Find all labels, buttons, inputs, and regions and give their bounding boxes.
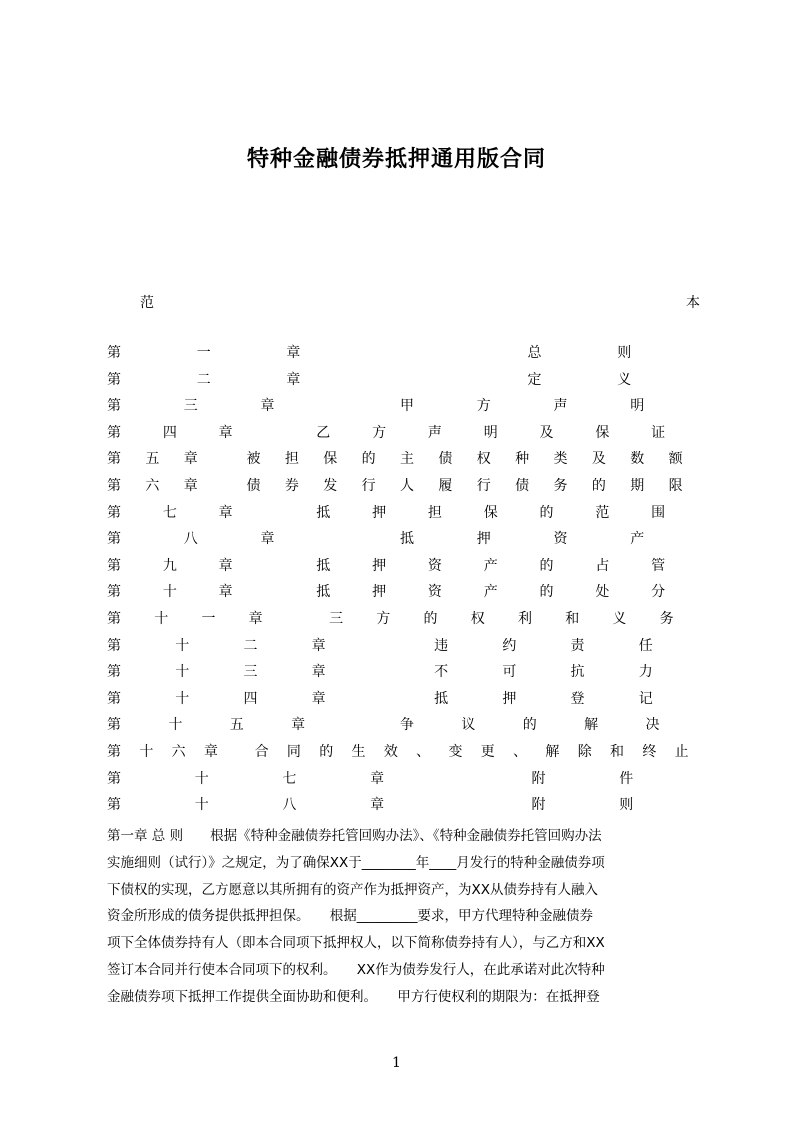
toc-char: 总 bbox=[527, 345, 542, 361]
body-line: 金融债券项下抵押工作提供全面协助和便利。 甲方行使权利的期限为：在抵押登 bbox=[107, 988, 600, 1005]
toc-char: 押 bbox=[372, 584, 387, 601]
toc-char: 担 bbox=[284, 451, 299, 468]
toc-char: 十 bbox=[139, 743, 154, 760]
toc-char: 声 bbox=[427, 424, 442, 441]
toc-char: 第 bbox=[107, 770, 121, 787]
toc-char: 止 bbox=[674, 743, 689, 760]
body-line: 实施细则（试行）》之规定，为了确保XX于________年____月发行的特种金融债券项 bbox=[107, 854, 605, 871]
toc-char: 第 bbox=[107, 797, 121, 814]
toc-char: 及 bbox=[539, 424, 554, 441]
toc-char: 五 bbox=[229, 717, 244, 734]
toc-char: 七 bbox=[282, 770, 297, 787]
toc-char: 行 bbox=[476, 477, 491, 494]
toc-char: 方 bbox=[476, 398, 491, 415]
toc-entry-ch6 bbox=[107, 476, 707, 503]
toc-char: 限 bbox=[668, 477, 683, 494]
toc-char: 第 bbox=[107, 717, 121, 734]
toc-char: 的 bbox=[539, 584, 554, 601]
toc-entry-ch1 bbox=[107, 343, 707, 370]
toc-char: 章 bbox=[370, 770, 385, 787]
toc-char: 第 bbox=[107, 664, 121, 681]
toc-char: 第 bbox=[107, 345, 121, 361]
toc-char: 押 bbox=[502, 690, 517, 707]
toc-char: 方 bbox=[376, 610, 391, 627]
toc-char: 章 bbox=[183, 451, 198, 468]
toc-entry-ch18 bbox=[107, 795, 707, 822]
table-of-contents bbox=[107, 343, 707, 822]
toc-char: 章 bbox=[286, 371, 301, 388]
toc-char: 数 bbox=[630, 451, 645, 468]
toc-char: 第 bbox=[107, 557, 121, 574]
toc-char: 十 bbox=[162, 584, 177, 601]
toc-char: 十 bbox=[168, 717, 183, 734]
toc-entry-ch11 bbox=[107, 609, 707, 636]
toc-char: 义 bbox=[612, 610, 627, 627]
toc-entry-ch2 bbox=[107, 370, 707, 397]
toc-char: 四 bbox=[243, 690, 258, 707]
toc-char: 效 bbox=[383, 743, 398, 760]
toc-char: 章 bbox=[286, 345, 301, 361]
toc-char: 债 bbox=[515, 477, 530, 494]
toc-char: 违 bbox=[434, 637, 449, 654]
toc-char: 、 bbox=[513, 743, 528, 760]
toc-char: 三 bbox=[243, 664, 258, 681]
toc-char: 附 bbox=[531, 797, 546, 814]
toc-char: 券 bbox=[284, 477, 299, 494]
toc-char: 、 bbox=[416, 743, 431, 760]
toc-char: 解 bbox=[584, 717, 599, 734]
toc-char: 债 bbox=[246, 477, 261, 494]
body-line: 项下全体债券持有人（即本合同项下抵押权人，以下简称债券持有人），与乙方和XX bbox=[107, 935, 605, 952]
toc-char: 约 bbox=[502, 637, 517, 654]
toc-char: 第 bbox=[107, 690, 121, 707]
toc-char: 第 bbox=[107, 637, 121, 654]
toc-char: 六 bbox=[171, 743, 186, 760]
toc-char: 件 bbox=[619, 770, 634, 787]
toc-entry-ch15 bbox=[107, 715, 707, 742]
toc-char: 第 bbox=[107, 531, 121, 548]
toc-char: 的 bbox=[319, 743, 334, 760]
toc-char: 合 bbox=[254, 743, 269, 760]
toc-char: 章 bbox=[260, 531, 275, 548]
toc-char: 七 bbox=[162, 504, 177, 521]
toc-char: 及 bbox=[591, 451, 606, 468]
toc-char: 的 bbox=[591, 477, 606, 494]
toc-char: 人 bbox=[400, 477, 414, 494]
toc-char: 分 bbox=[651, 584, 666, 601]
toc-char: 九 bbox=[162, 557, 177, 574]
toc-char: 的 bbox=[361, 451, 376, 468]
toc-char: 保 bbox=[595, 424, 610, 441]
toc-char: 额 bbox=[668, 451, 683, 468]
fanben-right-char: 本 bbox=[686, 295, 700, 311]
toc-char: 担 bbox=[427, 504, 442, 521]
toc-entry-ch4 bbox=[107, 423, 707, 450]
body-line: 资金所形成的债务提供抵押担保。 根据_________要求，甲方代理特种金融债券 bbox=[107, 908, 593, 925]
toc-char: 除 bbox=[577, 743, 592, 760]
body-line: 下债权的实现，乙方愿意以其所拥有的资产作为抵押资产，为XX从债券持有人融入 bbox=[107, 881, 598, 898]
toc-char: 声 bbox=[553, 398, 568, 415]
toc-char: 三 bbox=[329, 610, 344, 627]
toc-char: 决 bbox=[645, 717, 660, 734]
toc-char: 议 bbox=[461, 717, 476, 734]
body-line: 第一章 总 则 根据《特种金融债券托管回购办法》、《特种金融债券托管回购办法 bbox=[107, 828, 602, 844]
toc-entry-ch12 bbox=[107, 636, 707, 663]
toc-char: 章 bbox=[291, 717, 306, 734]
toc-char: 附 bbox=[531, 770, 546, 787]
toc-entry-ch9 bbox=[107, 556, 707, 583]
toc-char: 第 bbox=[107, 424, 121, 441]
page-number: 1 bbox=[392, 1055, 401, 1071]
toc-entry-ch7 bbox=[107, 503, 707, 530]
toc-char: 处 bbox=[595, 584, 610, 601]
toc-char: 第 bbox=[107, 398, 121, 415]
toc-char: 抵 bbox=[316, 557, 331, 574]
toc-entry-ch13 bbox=[107, 662, 707, 689]
toc-char: 务 bbox=[553, 477, 568, 494]
toc-char: 和 bbox=[565, 610, 580, 627]
toc-char: 主 bbox=[400, 451, 414, 468]
toc-char: 十 bbox=[194, 797, 209, 814]
toc-char: 权 bbox=[470, 610, 485, 627]
toc-char: 章 bbox=[370, 797, 385, 814]
toc-char: 种 bbox=[515, 451, 530, 468]
toc-char: 保 bbox=[483, 504, 498, 521]
toc-char: 第 bbox=[107, 504, 121, 521]
toc-char: 义 bbox=[617, 371, 632, 388]
toc-entry-ch16 bbox=[107, 742, 707, 769]
toc-char: 力 bbox=[638, 664, 653, 681]
toc-char: 务 bbox=[659, 610, 674, 627]
toc-char: 二 bbox=[196, 371, 211, 388]
toc-char: 十 bbox=[154, 610, 169, 627]
toc-char: 抵 bbox=[316, 504, 331, 521]
toc-char: 八 bbox=[282, 797, 297, 814]
toc-char: 行 bbox=[361, 477, 376, 494]
toc-char: 章 bbox=[260, 398, 275, 415]
toc-char: 终 bbox=[642, 743, 657, 760]
toc-char: 二 bbox=[243, 637, 258, 654]
document-title: 特种金融债券抵押通用版合同 bbox=[246, 147, 546, 172]
toc-char: 八 bbox=[183, 531, 198, 548]
toc-char: 抵 bbox=[316, 584, 331, 601]
toc-char: 押 bbox=[476, 531, 491, 548]
toc-char: 乙 bbox=[316, 424, 331, 441]
toc-char: 管 bbox=[651, 557, 666, 574]
toc-char: 证 bbox=[651, 424, 666, 441]
toc-entry-ch10 bbox=[107, 582, 707, 609]
toc-char: 四 bbox=[162, 424, 177, 441]
toc-char: 第 bbox=[107, 743, 121, 760]
toc-char: 定 bbox=[527, 371, 542, 388]
toc-char: 可 bbox=[502, 664, 517, 681]
toc-char: 明 bbox=[483, 424, 498, 441]
toc-char: 押 bbox=[372, 557, 387, 574]
toc-char: 任 bbox=[638, 637, 653, 654]
toc-char: 一 bbox=[196, 345, 211, 361]
toc-char: 的 bbox=[423, 610, 438, 627]
toc-char: 五 bbox=[145, 451, 160, 468]
toc-char: 第 bbox=[107, 610, 121, 627]
toc-char: 类 bbox=[553, 451, 568, 468]
toc-char: 甲 bbox=[400, 398, 414, 415]
toc-char: 更 bbox=[480, 743, 495, 760]
toc-char: 围 bbox=[651, 504, 666, 521]
toc-char: 则 bbox=[619, 797, 634, 814]
toc-char: 章 bbox=[218, 424, 233, 441]
toc-char: 责 bbox=[570, 637, 585, 654]
toc-char: 产 bbox=[630, 531, 645, 548]
toc-entry-ch5 bbox=[107, 449, 707, 476]
toc-char: 章 bbox=[311, 664, 326, 681]
body-line: 签订本合同并行使本合同项下的权利。 XX作为债券发行人，在此承诺对此次特种 bbox=[107, 961, 605, 978]
toc-char: 章 bbox=[203, 743, 218, 760]
toc-char: 第 bbox=[107, 477, 121, 494]
toc-char: 明 bbox=[630, 398, 645, 415]
toc-char: 范 bbox=[595, 504, 610, 521]
toc-char: 履 bbox=[438, 477, 453, 494]
toc-char: 抵 bbox=[434, 690, 449, 707]
toc-char: 同 bbox=[286, 743, 301, 760]
toc-char: 章 bbox=[183, 477, 198, 494]
toc-char: 发 bbox=[323, 477, 338, 494]
toc-char: 占 bbox=[595, 557, 610, 574]
toc-char: 抵 bbox=[400, 531, 414, 548]
toc-char: 章 bbox=[218, 504, 233, 521]
toc-char: 和 bbox=[610, 743, 624, 760]
toc-char: 利 bbox=[517, 610, 532, 627]
toc-char: 生 bbox=[351, 743, 366, 760]
toc-entry-ch3 bbox=[107, 396, 707, 423]
toc-char: 章 bbox=[218, 584, 233, 601]
toc-entry-ch14 bbox=[107, 689, 707, 716]
toc-char: 十 bbox=[175, 664, 190, 681]
toc-char: 押 bbox=[372, 504, 387, 521]
toc-char: 记 bbox=[638, 690, 653, 707]
toc-char: 登 bbox=[570, 690, 585, 707]
fanben-heading bbox=[140, 292, 700, 312]
toc-char: 第 bbox=[107, 584, 121, 601]
toc-char: 不 bbox=[434, 664, 449, 681]
toc-char: 变 bbox=[448, 743, 463, 760]
toc-char: 权 bbox=[476, 451, 491, 468]
toc-char: 的 bbox=[522, 717, 537, 734]
toc-char: 则 bbox=[617, 345, 632, 361]
toc-char: 章 bbox=[218, 557, 233, 574]
body-paragraph bbox=[107, 823, 699, 1011]
toc-char: 资 bbox=[553, 531, 568, 548]
toc-char: 一 bbox=[201, 610, 216, 627]
toc-char: 章 bbox=[311, 690, 326, 707]
toc-char: 十 bbox=[194, 770, 209, 787]
toc-entry-ch8 bbox=[107, 529, 707, 556]
toc-char: 第 bbox=[107, 451, 121, 468]
toc-char: 章 bbox=[248, 610, 263, 627]
toc-char: 被 bbox=[246, 451, 261, 468]
toc-char: 产 bbox=[483, 557, 498, 574]
toc-char: 债 bbox=[438, 451, 453, 468]
toc-char: 的 bbox=[539, 504, 554, 521]
toc-char: 三 bbox=[183, 398, 198, 415]
toc-char: 争 bbox=[399, 717, 414, 734]
toc-char: 方 bbox=[372, 424, 387, 441]
toc-char: 资 bbox=[427, 557, 442, 574]
toc-entry-ch17 bbox=[107, 769, 707, 796]
toc-char: 保 bbox=[323, 451, 338, 468]
toc-char: 资 bbox=[427, 584, 442, 601]
toc-char: 十 bbox=[175, 690, 190, 707]
toc-char: 产 bbox=[483, 584, 498, 601]
toc-char: 章 bbox=[311, 637, 326, 654]
toc-char: 抗 bbox=[570, 664, 585, 681]
toc-char: 六 bbox=[145, 477, 160, 494]
toc-char: 十 bbox=[175, 637, 190, 654]
fanben-left-char: 范 bbox=[140, 295, 154, 311]
toc-char: 第 bbox=[107, 371, 121, 388]
toc-char: 的 bbox=[539, 557, 554, 574]
toc-char: 解 bbox=[545, 743, 560, 760]
toc-char: 期 bbox=[630, 477, 645, 494]
